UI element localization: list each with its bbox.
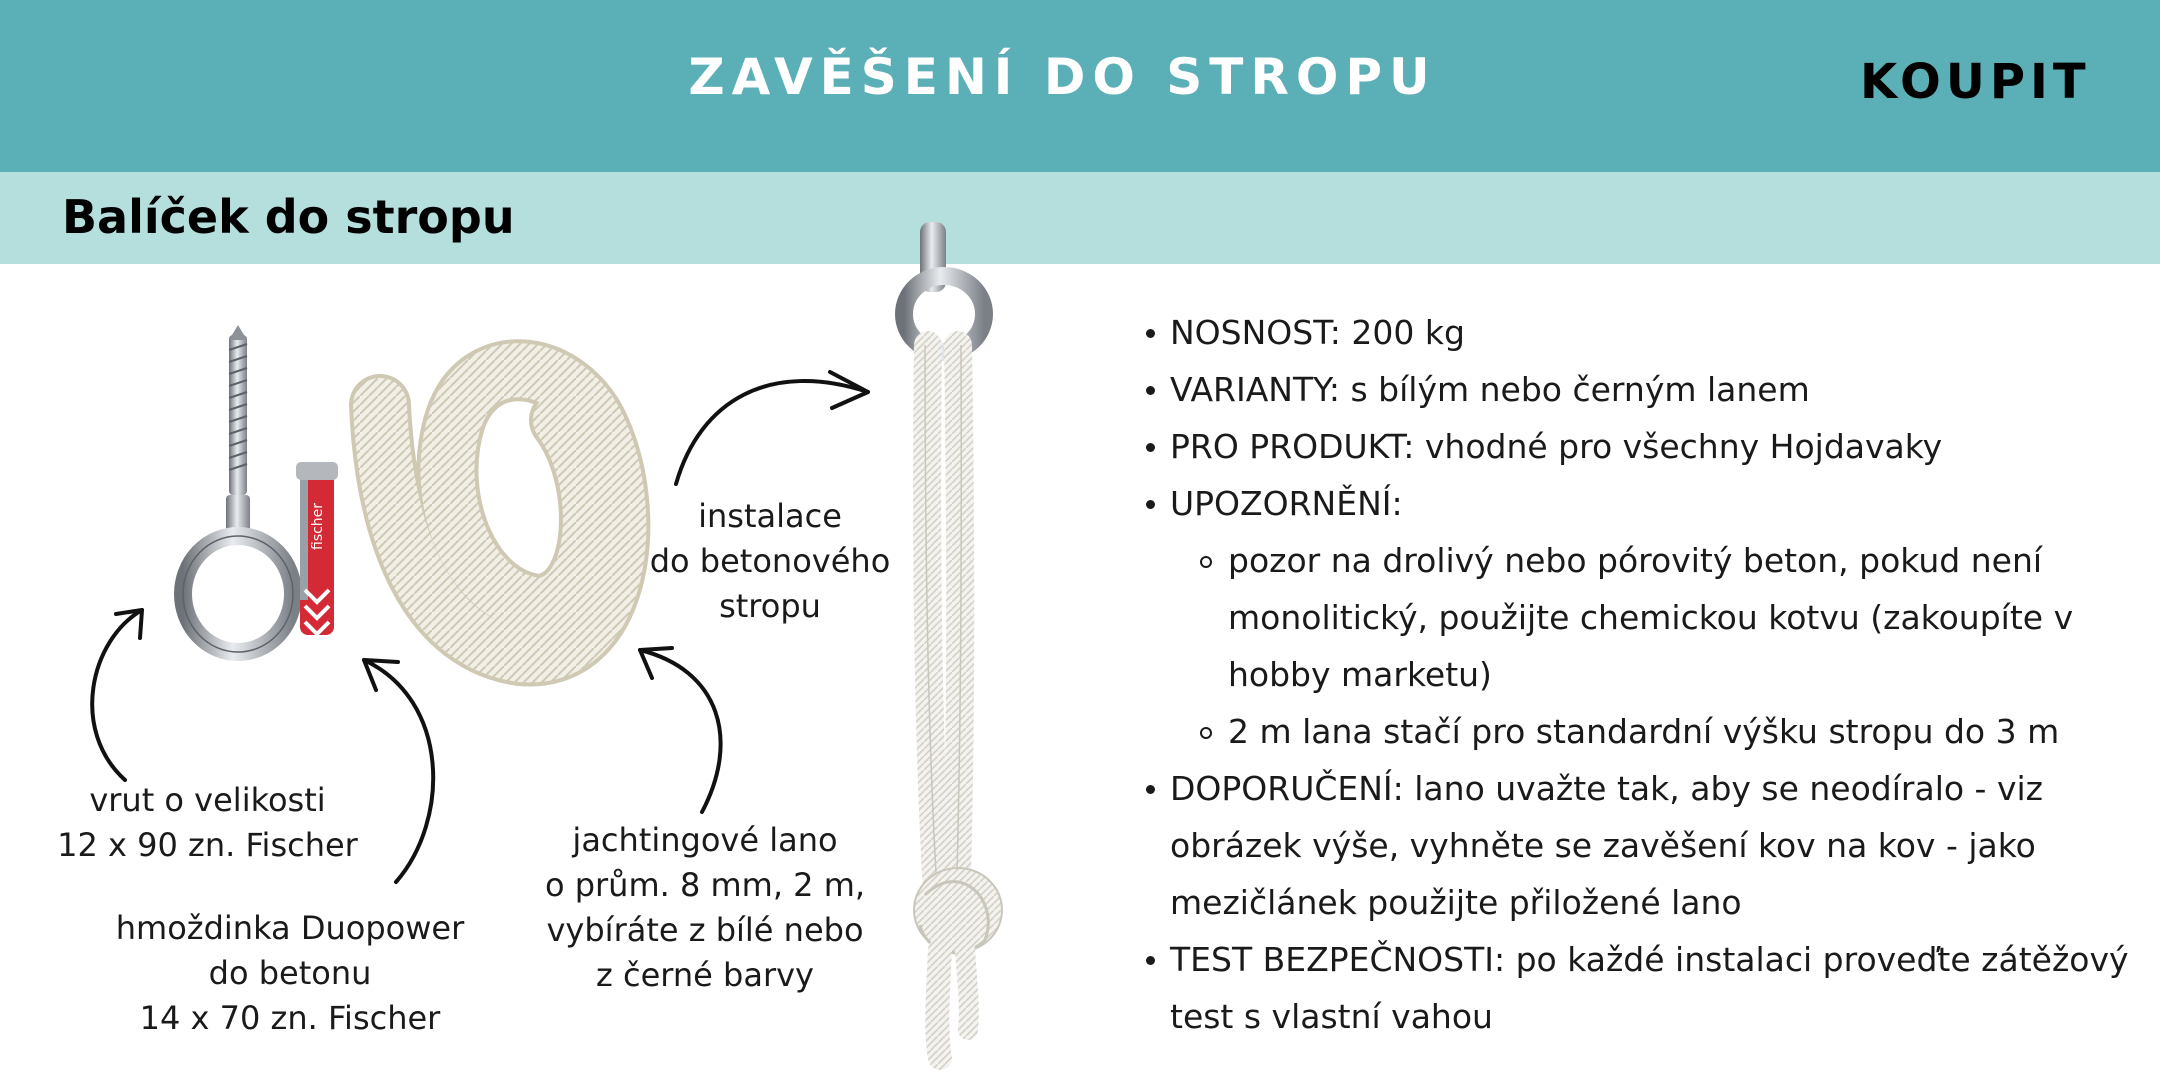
caption-rope: jachtingové lano o prům. 8 mm, 2 m, vybíráte z bílé nebo z černé barvy — [544, 821, 866, 994]
spec-recommendation: DOPORUČENÍ: lano uvažte tak, aby se neodíralo - viz obrázek výše, vyhněte se zavěšení kov na kov - jako mezičlánek použijte přiložené lano — [1140, 760, 2140, 931]
caption-dowel: hmoždinka Duopower do betonu 14 x 70 zn. Fischer — [115, 909, 465, 1037]
caption-screw: vrut o velikosti 12 x 90 zn. Fischer — [57, 781, 358, 864]
warning-item-concrete: pozor na drolivý nebo pórovitý beton, pokud není monolitický, použijte chemickou kotvu (zakoupíte v hobby marketu) — [1170, 532, 2140, 703]
warning-sublist — [1170, 532, 2140, 760]
spec-variants: VARIANTY: s bílým nebo černým lanem — [1140, 361, 2140, 418]
caption-installation: instalace do betonového stropu — [649, 497, 891, 625]
spec-product: PRO PRODUKT: vhodné pro všechny Hojdavaky — [1140, 418, 2140, 475]
warning-item-rope-length: 2 m lana stačí pro standardní výšku stropu do 3 m — [1170, 703, 2140, 760]
spec-warning-label: UPOZORNĚNÍ: — [1170, 484, 1403, 523]
buy-button[interactable]: KOUPIT — [1860, 54, 2091, 110]
spec-list — [1140, 304, 2140, 1045]
hanging-rope-icon — [904, 222, 1002, 1058]
page-title: ZAVĚŠENÍ DO STROPU — [688, 48, 1437, 106]
spec-warning — [1140, 475, 2140, 760]
section-title: Balíček do stropu — [62, 190, 515, 244]
screw-arrow-icon — [92, 610, 142, 780]
dowel-icon — [296, 462, 338, 635]
install-arrow-icon — [676, 372, 868, 484]
eye-screw-icon — [183, 325, 293, 652]
rope-coil-icon — [380, 370, 619, 655]
spec-safety-test: TEST BEZPEČNOSTI: po každé instalaci proveďte zátěžový test s vlastní vahou — [1140, 931, 2140, 1045]
dowel-brand-text: fischer — [310, 502, 326, 550]
spec-load-capacity: NOSNOST: 200 kg — [1140, 304, 2140, 361]
rope-arrow-icon — [640, 648, 721, 812]
